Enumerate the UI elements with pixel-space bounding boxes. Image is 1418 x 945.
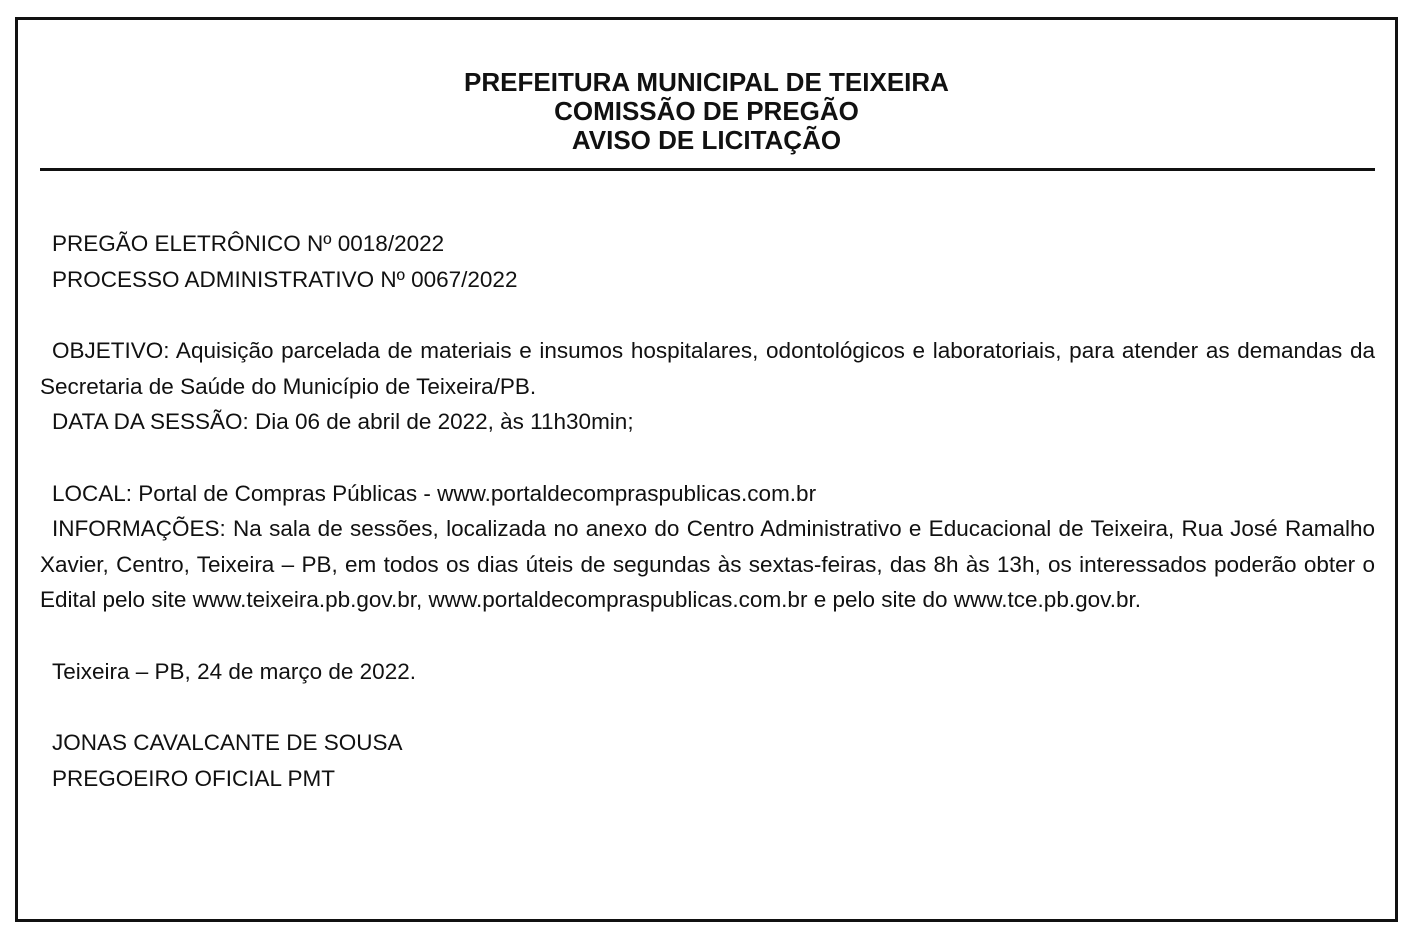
spacer — [40, 618, 1375, 654]
place-date: Teixeira – PB, 24 de março de 2022. — [52, 658, 416, 684]
notice-header — [18, 68, 1395, 155]
notice-frame — [15, 17, 1398, 922]
spacer — [40, 689, 1375, 725]
spacer — [40, 297, 1375, 333]
header-divider — [40, 168, 1375, 171]
data-sessao-paragraph: DATA DA SESSÃO: Dia 06 de abril de 2022, às 11h30min; — [52, 409, 634, 434]
notice-body — [40, 226, 1375, 796]
processo-number: PROCESSO ADMINISTRATIVO Nº 0067/2022 — [52, 266, 518, 292]
header-commission: COMISSÃO DE PREGÃO — [554, 96, 859, 126]
header-title: AVISO DE LICITAÇÃO — [571, 125, 842, 155]
signer-role: PREGOEIRO OFICIAL PMT — [52, 765, 335, 791]
header-municipality: PREFEITURA MUNICIPAL DE TEIXEIRA — [464, 67, 949, 97]
spacer — [40, 440, 1375, 476]
pregao-number: PREGÃO ELETRÔNICO Nº 0018/2022 — [52, 231, 445, 256]
informacoes-paragraph: INFORMAÇÕES: Na sala de sessões, localizada no anexo do Centro Administrativo e Educacional de Teixeira, Rua José Ramalho Xavier, Centro, Teixeira – PB, em todos os dias úteis de segundas às sextas-feiras, das 8h às 13h, os interessados poderão obter o Edital pelo site www.teixeira.pb.gov.br, www.portaldecompraspublicas.com.br e pelo site do www.tce.pb.gov.br. — [40, 516, 1375, 612]
objetivo-paragraph: OBJETIVO: Aquisição parcelada de materiais e insumos hospitalares, odontológicos e laboratoriais, para atender as demandas da Secretaria de Saúde do Município de Teixeira/PB. — [40, 338, 1375, 399]
signer-name: JONAS CAVALCANTE DE SOUSA — [52, 730, 403, 755]
local-paragraph: LOCAL: Portal de Compras Públicas - www.portaldecompraspublicas.com.br — [52, 480, 817, 506]
